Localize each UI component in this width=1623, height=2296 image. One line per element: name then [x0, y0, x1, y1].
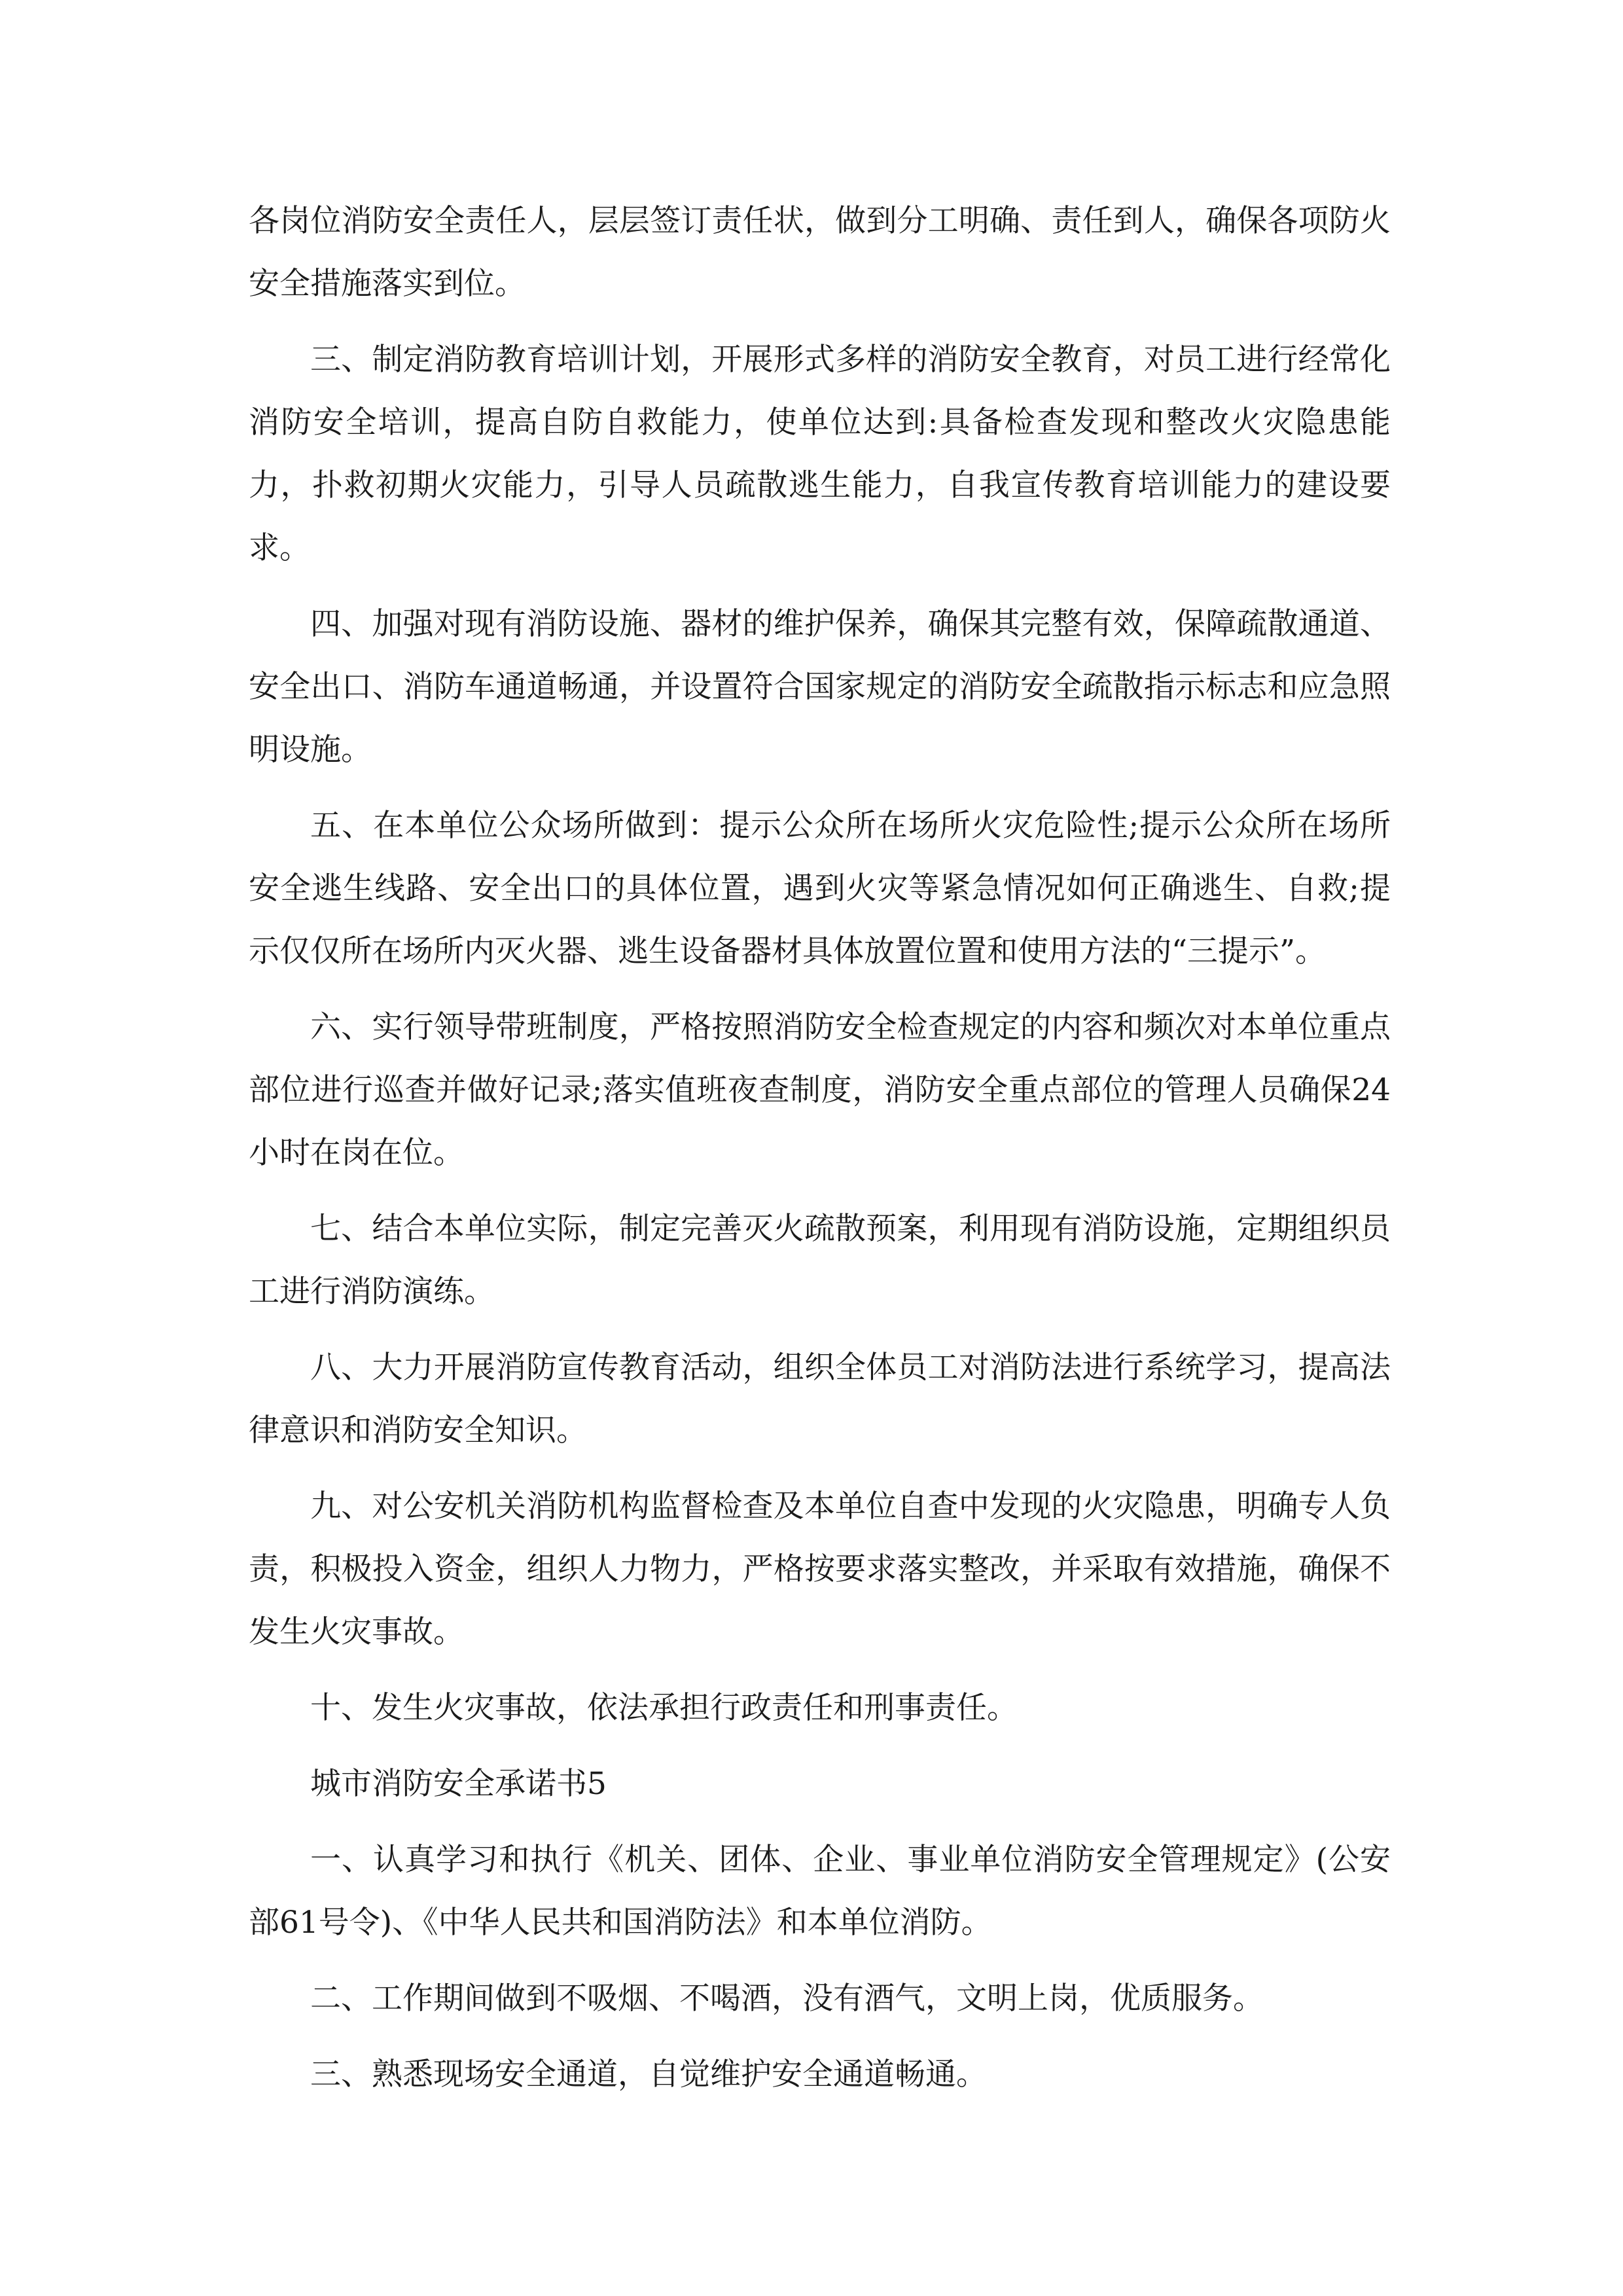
paragraph-item-9: 九、对公安机关消防机构监督检查及本单位自查中发现的火灾隐患，明确专人负责，积极投入资金，组织人力物力，严格按要求落实整改，并采取有效措施，确保不发生火灾事故。	[249, 1488, 1391, 1650]
paragraph-item-5: 五、在本单位公众场所做到：提示公众所在场所火灾危险性;提示公众所在场所安全逃生线路、安全出口的具体位置，遇到火灾等紧急情况如何正确逃生、自救;提示仅仅所在场所内灭火器、逃生设备器材具体放置位置和使用方法的“三提示”。	[249, 808, 1391, 969]
section-heading: 城市消防安全承诺书5	[310, 1766, 607, 1802]
paragraph-item-4: 四、加强对现有消防设施、器材的维护保养，确保其完整有效，保障疏散通道、安全出口、消防车通道畅通，并设置符合国家规定的消防安全疏散指示标志和应急照明设施。	[249, 606, 1391, 768]
paragraph-item-3b: 三、熟悉现场安全通道，自觉维护安全通道畅通。	[310, 2056, 987, 2092]
document-body	[249, 190, 1391, 2119]
paragraph-item-2: 二、工作期间做到不吸烟、不喝酒，没有酒气，文明上岗，优质服务。	[310, 1981, 1264, 2017]
paragraph-continuation: 各岗位消防安全责任人，层层签订责任状，做到分工明确、责任到人，确保各项防火安全措施落实到位。	[249, 203, 1391, 302]
paragraph-item-6: 六、实行领导带班制度，严格按照消防安全检查规定的内容和频次对本单位重点部位进行巡查并做好记录;落实值班夜查制度，消防安全重点部位的管理人员确保24小时在岗在位。	[249, 1009, 1391, 1171]
paragraph-item-1: 一、认真学习和执行《机关、团体、企业、事业单位消防安全管理规定》(公安部61号令)、《中华人民共和国消防法》和本单位消防。	[249, 1842, 1391, 1941]
paragraph-item-8: 八、大力开展消防宣传教育活动，组织全体员工对消防法进行系统学习，提高法律意识和消防安全知识。	[249, 1350, 1391, 1448]
paragraph-item-7: 七、结合本单位实际，制定完善灭火疏散预案，利用现有消防设施，定期组织员工进行消防演练。	[249, 1211, 1391, 1310]
paragraph-item-3: 三、制定消防教育培训计划，开展形式多样的消防安全教育，对员工进行经常化消防安全培训，提高自防自救能力，使单位达到:具备检查发现和整改火灾隐患能力，扑救初期火灾能力，引导人员疏散逃生能力，自我宣传教育培训能力的建设要求。	[249, 342, 1391, 566]
paragraph-item-10: 十、发生火灾事故，依法承担行政责任和刑事责任。	[310, 1690, 1018, 1726]
